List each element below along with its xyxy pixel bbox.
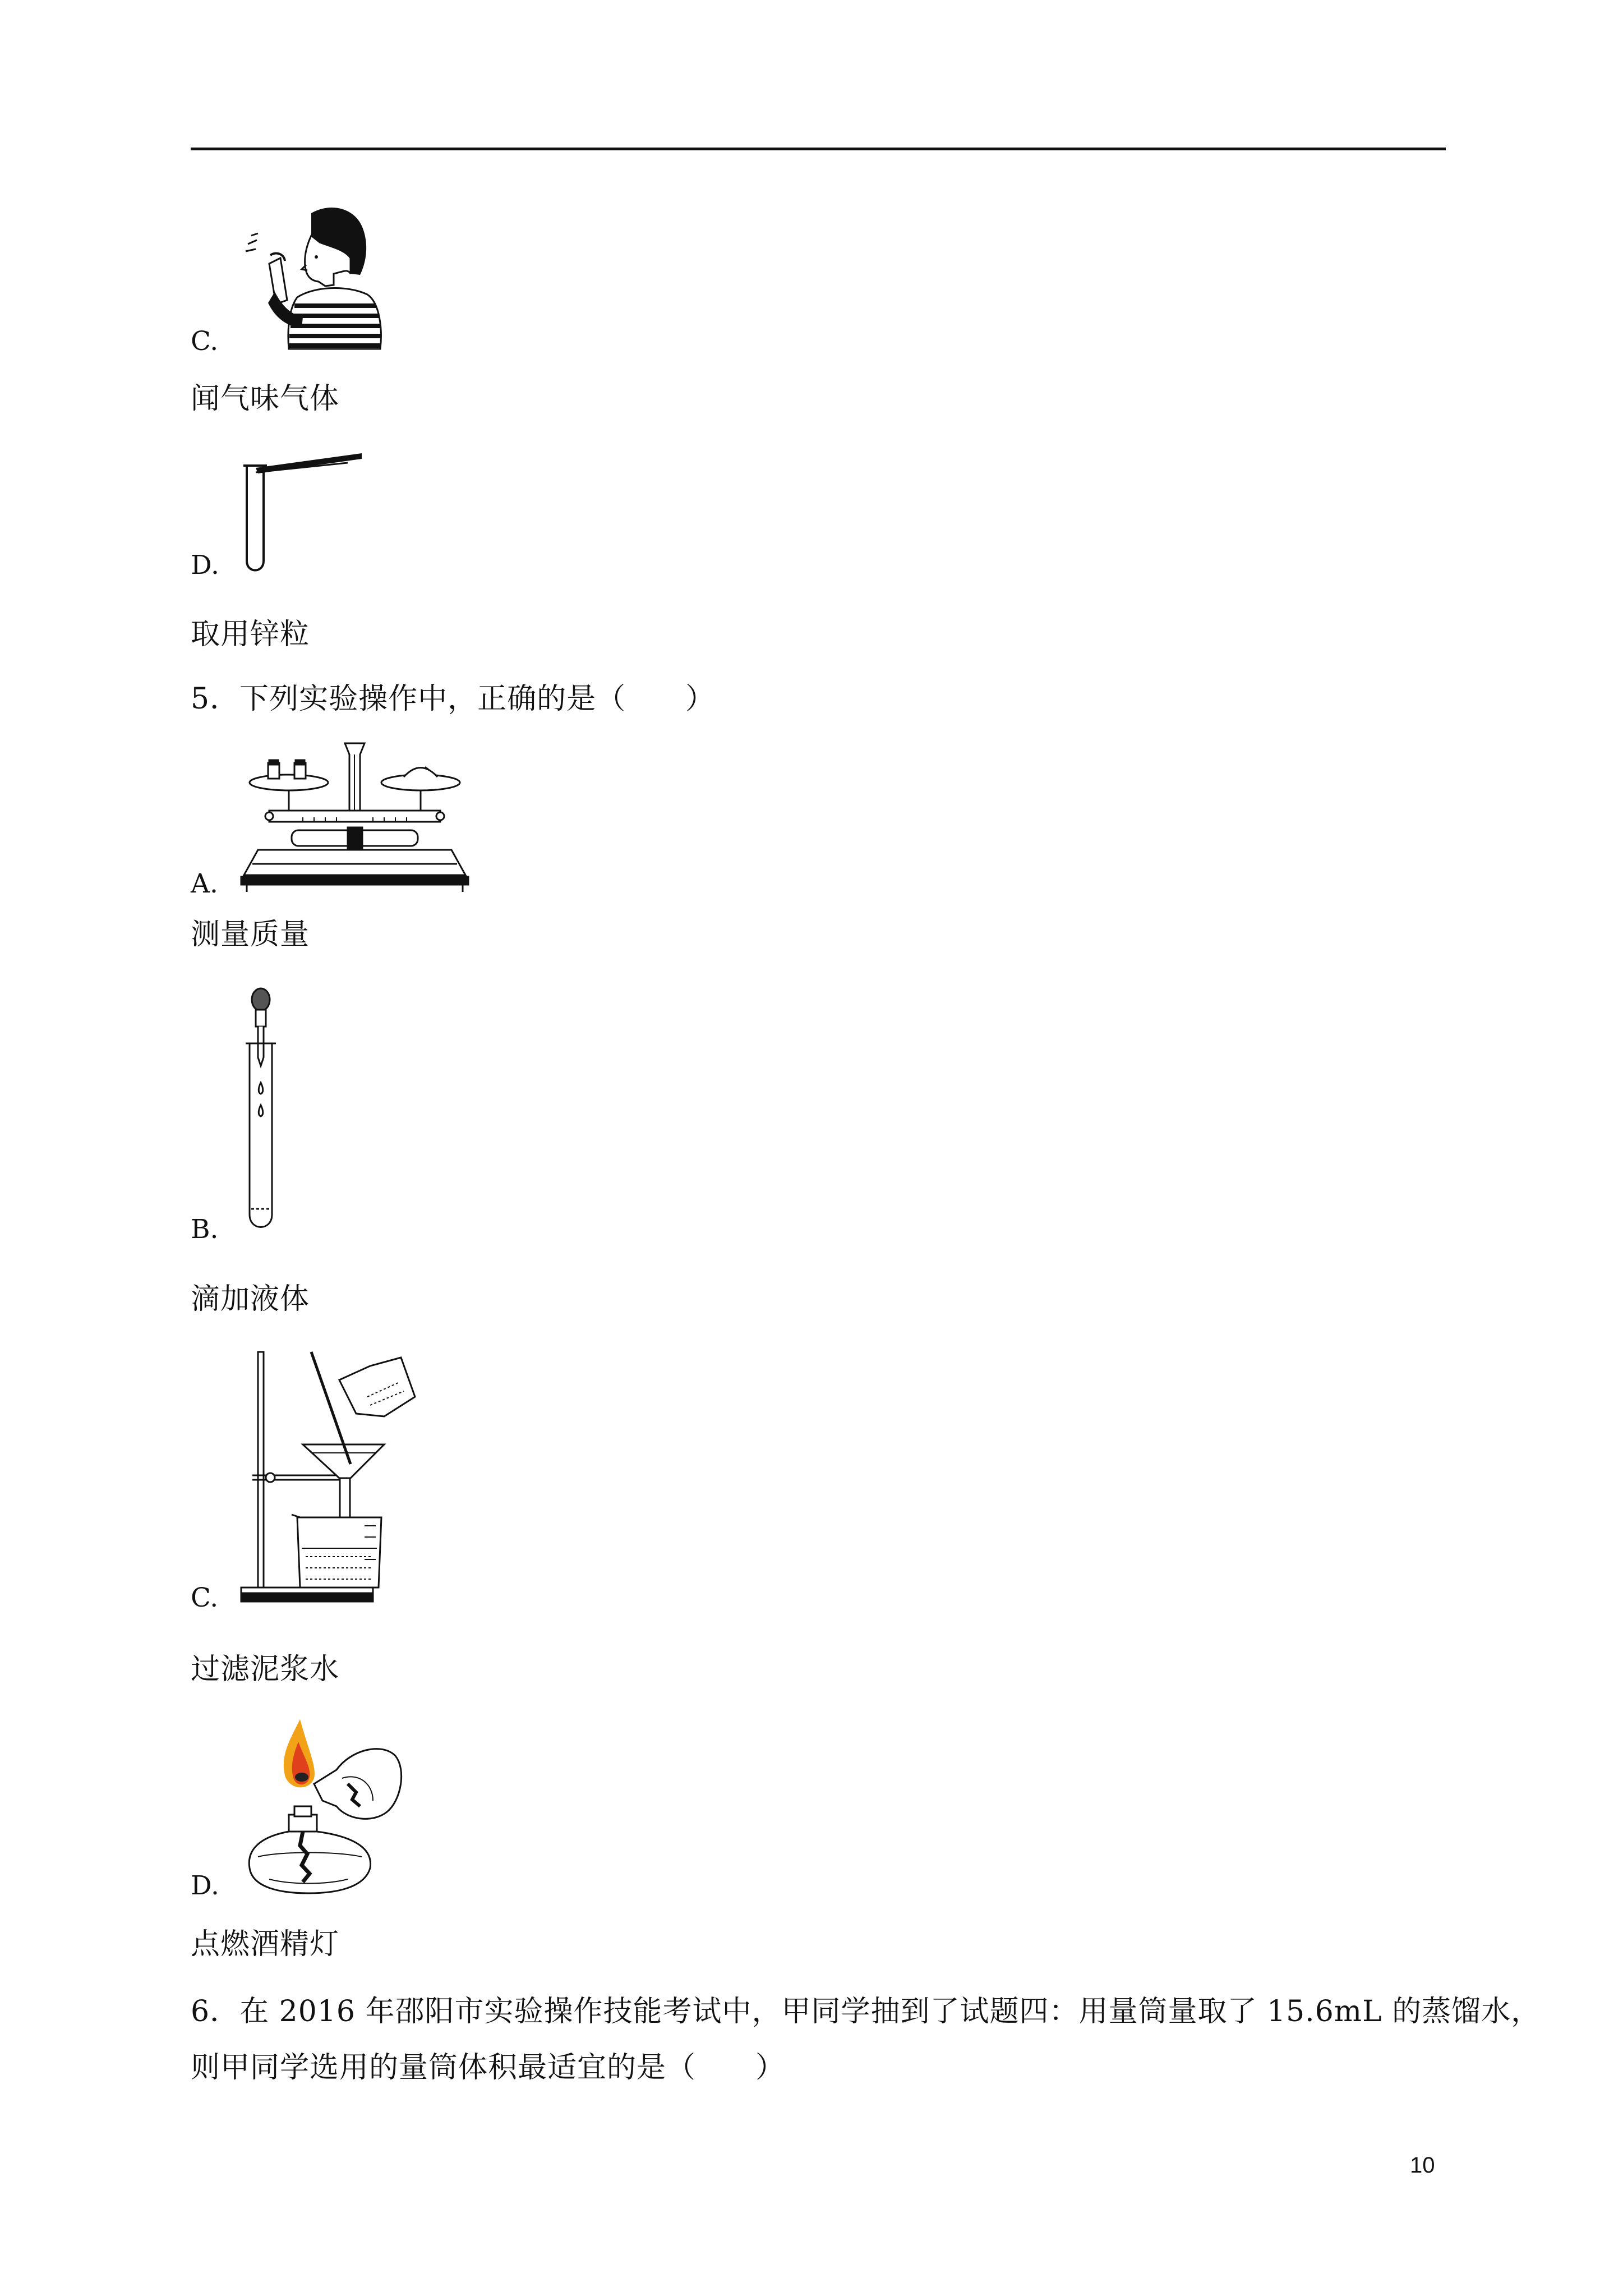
q5-option-a-caption: 测量质量	[191, 918, 310, 951]
dropper-test-tube-icon	[236, 987, 286, 1234]
person-smelling-gas-icon	[236, 202, 384, 353]
q5-option-c-letter: C.	[191, 1582, 219, 1613]
test-tube-tweezers-icon	[236, 449, 365, 578]
q5-option-d-letter: D.	[191, 1870, 219, 1901]
alcohol-lamp-icon	[236, 1717, 404, 1896]
q5-option-b-caption: 滴加液体	[191, 1282, 310, 1316]
q6-line-1: 6．在 2016 年邵阳市实验操作技能考试中，甲同学抽到了试题四：用量筒量取了 15.6mL 的蒸馏水，	[191, 1995, 1541, 2028]
q5-option-b-letter: B.	[191, 1214, 219, 1245]
q5-option-d-caption: 点燃酒精灯	[191, 1927, 340, 1961]
filtration-apparatus-icon	[236, 1346, 426, 1610]
q5-stem: 5．下列实验操作中，正确的是（ ）	[191, 682, 716, 716]
q4-option-c-caption: 闻气味气体	[191, 382, 340, 416]
q5-option-a-letter: A.	[191, 868, 218, 899]
balance-scale-icon	[236, 738, 474, 895]
q4-option-d-letter: D.	[191, 550, 219, 581]
q4-option-c-letter: C.	[191, 326, 219, 357]
q4-option-d-caption: 取用锌粒	[191, 618, 310, 651]
page-number: 10	[1410, 2153, 1435, 2178]
q6-line-2: 则甲同学选用的量筒体积最适宜的是（ ）	[191, 2051, 786, 2085]
q5-option-c-caption: 过滤泥浆水	[191, 1653, 340, 1686]
header-rule	[191, 148, 1446, 150]
